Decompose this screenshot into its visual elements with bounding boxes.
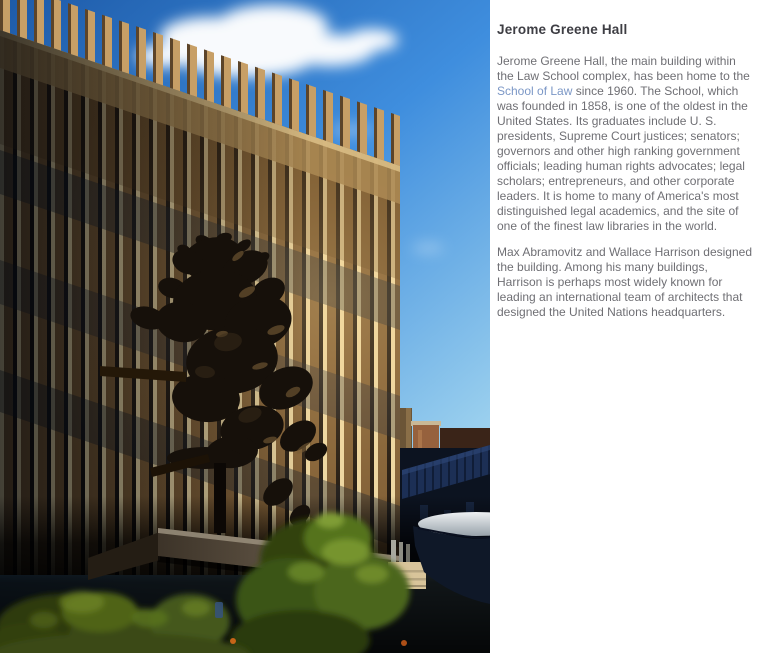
lamp-glow	[230, 638, 236, 644]
pedestrian	[215, 602, 223, 618]
railing-post	[391, 540, 396, 564]
railing-post	[399, 542, 403, 564]
school-of-law-link[interactable]: School of Law	[497, 84, 573, 98]
bushes-left	[0, 591, 250, 653]
paragraph-history-rest: since 1960. The School, which was founded in 1858, is one of the oldest in the United States. Its graduates include U. S. presidents, Supreme Court justices; senators; governors and other high ranking government officials; leading human rights advocates; legal scholars; entrepreneurs, and other corporate leaders. It is home to many of America's most distinguished legal academics, and the site of one of the finest law libraries in the world.	[497, 84, 748, 233]
paragraph-architects: Max Abramovitz and Wallace Harrison designed the building. Among his many buildings, Harrison is perhaps most widely known for leading an international team of architects that designed the United Nations headquarters.	[497, 245, 753, 319]
info-panel	[490, 0, 763, 653]
paragraph-history	[497, 54, 754, 234]
paragraph-history-start: Jerome Greene Hall, the main building within the Law School complex, has been home to the	[497, 54, 750, 83]
sculpture-post	[214, 463, 226, 533]
page-title: Jerome Greene Hall	[497, 22, 628, 37]
lamp-glow	[401, 640, 407, 646]
railing-post	[406, 544, 410, 564]
